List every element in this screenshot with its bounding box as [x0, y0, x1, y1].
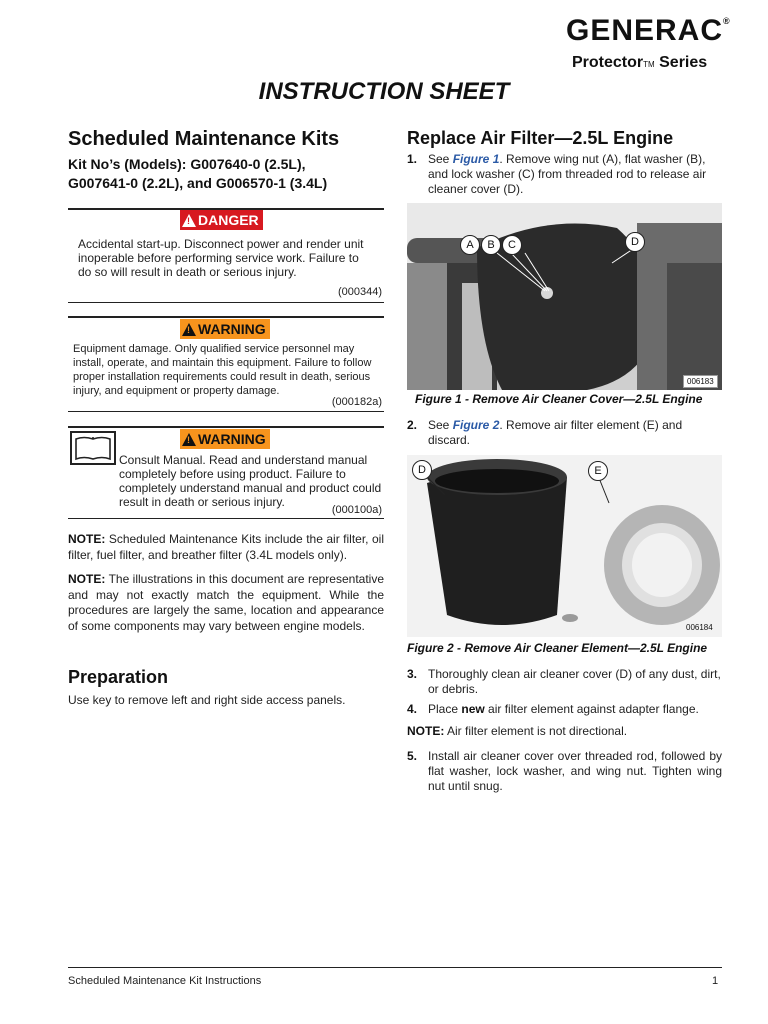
- figure2-photo: [407, 455, 722, 637]
- callout-d: D: [412, 460, 432, 480]
- step-number: 5.: [407, 749, 418, 763]
- callout-b: B: [481, 235, 501, 255]
- warning2-bottom-rule: [68, 518, 384, 519]
- alert-triangle-icon: !: [182, 323, 196, 336]
- figure1-number: 006183: [683, 375, 718, 388]
- page-number: 1: [712, 975, 719, 987]
- callout-d: D: [625, 232, 645, 252]
- callout-c: C: [502, 235, 522, 255]
- warning-badge: ! WARNING: [180, 319, 270, 339]
- manual-book-icon: [70, 431, 116, 470]
- step-number: 2.: [407, 418, 418, 432]
- danger-code: (000344): [337, 286, 382, 298]
- callout-e: E: [588, 461, 608, 481]
- preparation-text: Use key to remove left and right side access panels.: [68, 693, 346, 707]
- figure2-number: 006184: [686, 623, 713, 632]
- document-title: INSTRUCTION SHEET: [258, 78, 510, 105]
- note-illustrations: NOTE: The illustrations in this document are representative and may not exactly match the equipment. While the procedures are largely the same, location and appearance of some components may vary between engine models.: [68, 572, 384, 633]
- warning2-code: (000100a): [331, 504, 382, 516]
- step1-text: See Figure 1. Remove wing nut (A), flat washer (B), and lock washer (C) from threaded rod to release air cleaner cover (D).: [428, 152, 707, 196]
- alert-triangle-icon: !: [182, 214, 196, 227]
- note-kit-contents: NOTE: Scheduled Maintenance Kits include the air filter, oil filter, fuel filter, and breather filter (3.4L models only).: [68, 532, 384, 562]
- step4-text: Place new air filter element against adapter flange.: [428, 702, 699, 716]
- danger-message: Accidental start-up. Disconnect power and render unit inoperable before performing service work. Failure to do so will result in death or serious injury.: [78, 237, 364, 279]
- step-number: 4.: [407, 702, 418, 716]
- warning1-top-rule: [68, 316, 384, 318]
- step3-text: Thoroughly clean air cleaner cover (D) of any dust, dirt, or debris.: [428, 667, 721, 696]
- section-heading-replace-air-filter: Replace Air Filter—2.5L Engine: [407, 128, 674, 148]
- figure1-photo: [407, 203, 722, 390]
- figure2-link[interactable]: Figure 2: [452, 418, 500, 432]
- warning2-message: Consult Manual. Read and understand manual completely before using product. Failure to completely understand manual and product could result in death or serious injury.: [119, 453, 382, 509]
- danger-bottom-rule: [68, 302, 384, 303]
- footer-title: Scheduled Maintenance Kit Instructions: [68, 975, 262, 987]
- warning-badge: ! WARNING: [180, 429, 270, 449]
- figure1-link[interactable]: Figure 1: [452, 152, 500, 166]
- kit-numbers: Kit No’s (Models): G007640-0 (2.5L), G007641-0 (2.2L), and G006570-1 (3.4L): [68, 156, 328, 191]
- section-heading-preparation: Preparation: [68, 667, 169, 687]
- section-heading-maintenance-kits: Scheduled Maintenance Kits: [68, 128, 340, 150]
- step5-text: Install air cleaner cover over threaded rod, followed by flat washer, lock washer, and wing nut. Tighten wing nut until snug.: [428, 749, 722, 793]
- figure2-caption: Figure 2 - Remove Air Cleaner Element—2.5L Engine: [407, 641, 708, 655]
- step-number: 1.: [407, 152, 418, 166]
- step2-text: See Figure 2. Remove air filter element (E) and discard.: [428, 418, 683, 447]
- alert-triangle-icon: !: [182, 433, 196, 446]
- warning1-bottom-rule: [68, 411, 384, 412]
- callout-a: A: [460, 235, 480, 255]
- figure1-caption: Figure 1 - Remove Air Cleaner Cover—2.5L Engine: [415, 392, 703, 406]
- warning2-top-rule: [68, 426, 384, 428]
- note-not-directional: NOTE: Air filter element is not directional.: [407, 724, 628, 738]
- danger-badge: ! DANGER: [180, 210, 263, 230]
- warning1-message: Equipment damage. Only qualified service personnel may install, operate, and maintain this equipment. Failure to follow proper installation requirements could result in death, serious injury, and equipment or property damage.: [73, 343, 372, 397]
- footer-rule: [68, 967, 722, 968]
- warning1-code: (000182a): [331, 396, 382, 408]
- generac-logo: GENERAC®: [566, 14, 731, 47]
- series-label: ProtectorTM Series: [572, 54, 708, 71]
- step-number: 3.: [407, 667, 418, 681]
